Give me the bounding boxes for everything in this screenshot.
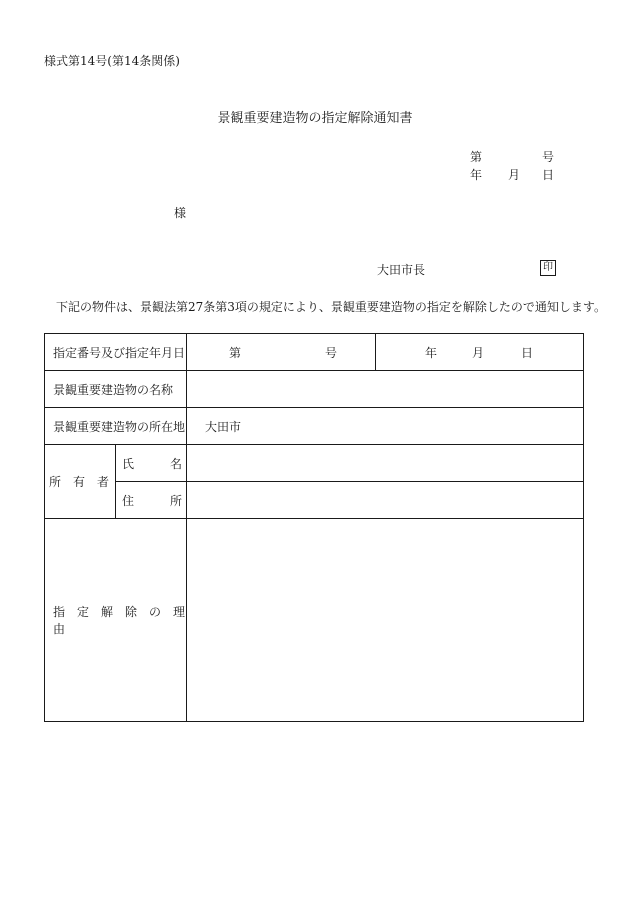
owner-name-field[interactable] xyxy=(187,445,584,482)
designation-year-label: 年 xyxy=(425,345,438,360)
building-location-label: 景観重要建造物の所在地 xyxy=(45,408,187,445)
name-row xyxy=(45,371,584,408)
owner-name-label: 氏 名 xyxy=(116,445,187,482)
document-title: 景観重要建造物の指定解除通知書 xyxy=(217,111,413,126)
designation-number-cell[interactable] xyxy=(187,334,376,371)
owner-name-row xyxy=(45,445,584,482)
date-day-label: 日 xyxy=(542,168,555,182)
owner-address-row xyxy=(45,482,584,519)
designation-day-label: 日 xyxy=(521,345,534,360)
building-name-label: 景観重要建造物の名称 xyxy=(45,371,187,408)
addressee-suffix: 様 xyxy=(174,206,187,220)
designation-month-label: 月 xyxy=(472,345,485,360)
designation-row xyxy=(45,334,584,371)
owner-address-field[interactable] xyxy=(187,482,584,519)
designation-number-prefix: 第 xyxy=(229,345,242,360)
issuer-name: 大田市長 xyxy=(377,263,426,277)
reason-label: 指 定 解 除 の 理 由 xyxy=(45,519,187,722)
building-location-field[interactable]: 大田市 xyxy=(187,408,584,445)
reason-row xyxy=(45,519,584,722)
designation-label: 指定番号及び指定年月日 xyxy=(45,334,187,371)
doc-number-prefix: 第 xyxy=(470,150,483,164)
designation-number-suffix: 号 xyxy=(325,345,338,360)
reason-field[interactable] xyxy=(187,519,584,722)
building-name-field[interactable] xyxy=(187,371,584,408)
doc-number-suffix: 号 xyxy=(542,150,555,164)
intro-text: 下記の物件は、景観法第27条第3項の規定により、景観重要建造物の指定を解除したので通知します。 xyxy=(56,300,606,314)
owner-address-label: 住 所 xyxy=(116,482,187,519)
date-month-label: 月 xyxy=(508,168,521,182)
date-year-label: 年 xyxy=(470,168,483,182)
designation-table xyxy=(44,333,584,722)
form-number: 様式第14号(第14条関係) xyxy=(44,54,180,68)
location-row xyxy=(45,408,584,445)
owner-label: 所 有 者 xyxy=(45,445,116,519)
seal-mark: 印 xyxy=(540,260,556,276)
designation-date-cell[interactable] xyxy=(376,334,584,371)
